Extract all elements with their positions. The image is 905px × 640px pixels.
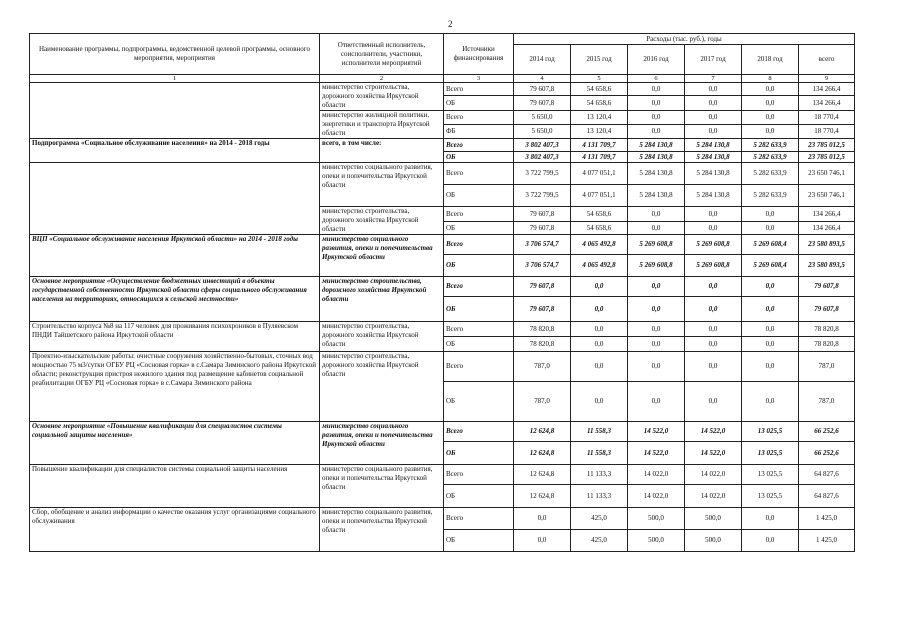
value-cell: 66 252,6	[799, 442, 855, 465]
source-cell: ОБ	[444, 255, 514, 277]
item-name-cell	[30, 163, 320, 235]
value-cell: 0,0	[685, 277, 742, 297]
value-cell: 12 624,8	[514, 422, 571, 442]
item-name-cell: Основное мероприятие «Осуществление бюджетных инвестиций в объекты государственной собственности Иркутской области сферы социального обслуживания населения на территориях, относящихся к сельской местности»	[30, 277, 320, 322]
value-cell: 0,0	[628, 83, 685, 96]
source-cell: ОБ	[444, 185, 514, 207]
value-cell: 0,0	[571, 297, 628, 322]
executor-cell: министерство строительства, дорожного хозяйства Иркутской области	[320, 277, 444, 322]
source-cell: Всего	[444, 277, 514, 297]
value-cell: 0,0	[742, 111, 799, 125]
executor-cell: министерство строительства, дорожного хозяйства Иркутской области	[320, 352, 444, 422]
source-cell: ОБ	[444, 96, 514, 111]
value-cell: 5 284 130,8	[685, 163, 742, 185]
value-cell: 23 650 746,1	[799, 163, 855, 185]
source-cell: Всего	[444, 163, 514, 185]
source-cell: Всего	[444, 465, 514, 485]
value-cell: 5 284 130,8	[628, 185, 685, 207]
value-cell: 0,0	[571, 352, 628, 382]
value-cell: 0,0	[742, 96, 799, 111]
value-cell: 5 269 608,4	[742, 255, 799, 277]
value-cell: 18 770,4	[799, 125, 855, 139]
value-cell: 5 650,0	[514, 111, 571, 125]
value-cell: 0,0	[742, 277, 799, 297]
value-cell: 500,0	[628, 508, 685, 530]
value-cell: 5 282 633,9	[742, 152, 799, 163]
value-cell: 5 284 130,8	[628, 139, 685, 152]
value-cell: 0,0	[742, 125, 799, 139]
value-cell: 3 706 574,7	[514, 235, 571, 255]
value-cell: 64 827,6	[799, 465, 855, 485]
header-year: 2017 год	[685, 45, 742, 75]
value-cell: 500,0	[685, 508, 742, 530]
value-cell: 0,0	[685, 352, 742, 382]
value-cell: 0,0	[685, 96, 742, 111]
value-cell: 78 820,8	[799, 322, 855, 337]
value-cell: 500,0	[628, 530, 685, 552]
value-cell: 0,0	[514, 530, 571, 552]
value-cell: 0,0	[628, 297, 685, 322]
value-cell: 0,0	[628, 222, 685, 235]
value-cell: 0,0	[628, 337, 685, 352]
value-cell: 0,0	[571, 382, 628, 422]
value-cell: 79 607,8	[514, 277, 571, 297]
value-cell: 0,0	[742, 352, 799, 382]
source-cell: Всего	[444, 322, 514, 337]
executor-cell: всего, в том числе:	[320, 139, 444, 163]
value-cell: 5 650,0	[514, 125, 571, 139]
source-cell: Всего	[444, 508, 514, 530]
value-cell: 4 077 051,1	[571, 185, 628, 207]
value-cell: 13 120,4	[571, 125, 628, 139]
table-row	[30, 352, 855, 382]
value-cell: 0,0	[628, 352, 685, 382]
value-cell: 13 025,5	[742, 485, 799, 508]
value-cell: 1 425,0	[799, 530, 855, 552]
value-cell: 23 785 012,5	[799, 152, 855, 163]
value-cell: 78 820,8	[514, 337, 571, 352]
value-cell: 0,0	[628, 382, 685, 422]
item-name-cell: Сбор, обобщение и анализ информации о качестве оказания услуг организациями социального обслуживания	[30, 508, 320, 552]
value-cell: 54 658,6	[571, 222, 628, 235]
value-cell: 78 820,8	[514, 322, 571, 337]
executor-cell: министерство жилищной политики, энергетики и транспорта Иркутской области	[320, 111, 444, 139]
item-name-cell: Повышение квалификации для специалистов системы социальной защиты населения	[30, 465, 320, 508]
column-number: 5	[571, 75, 628, 83]
value-cell: 0,0	[742, 83, 799, 96]
table-row	[30, 83, 855, 96]
executor-cell: министерство социального развития, опеки и попечительства Иркутской области	[320, 465, 444, 508]
header-executor: Ответственный исполнитель, соисполнители, участники, исполнители мероприятий	[320, 34, 444, 75]
value-cell: 23 580 893,5	[799, 235, 855, 255]
source-cell: Всего	[444, 422, 514, 442]
item-name-cell: Строительство корпуса №8 на 117 человек для проживания психохроников в Пуляевском ПНДИ Тайшетского района Иркутской области	[30, 322, 320, 352]
value-cell: 66 252,6	[799, 422, 855, 442]
value-cell: 5 269 608,4	[742, 235, 799, 255]
value-cell: 0,0	[514, 508, 571, 530]
value-cell: 3 722 799,5	[514, 185, 571, 207]
value-cell: 12 624,8	[514, 442, 571, 465]
table-row	[30, 508, 855, 530]
value-cell: 0,0	[685, 222, 742, 235]
value-cell: 78 820,8	[799, 337, 855, 352]
value-cell: 79 607,8	[799, 277, 855, 297]
value-cell: 0,0	[685, 111, 742, 125]
value-cell: 5 284 130,8	[685, 139, 742, 152]
value-cell: 79 607,8	[514, 222, 571, 235]
value-cell: 11 558,3	[571, 442, 628, 465]
value-cell: 0,0	[685, 207, 742, 222]
value-cell: 5 269 608,8	[628, 235, 685, 255]
item-name-cell: ВЦП «Социальное обслуживание населения Иркутской области» на 2014 - 2018 годы	[30, 235, 320, 277]
value-cell: 0,0	[685, 337, 742, 352]
column-number: 7	[685, 75, 742, 83]
source-cell: Всего	[444, 235, 514, 255]
value-cell: 79 607,8	[799, 297, 855, 322]
source-cell: ОБ	[444, 337, 514, 352]
value-cell: 14 522,0	[685, 422, 742, 442]
value-cell: 0,0	[628, 125, 685, 139]
value-cell: 11 133,3	[571, 485, 628, 508]
column-number: 9	[799, 75, 855, 83]
value-cell: 5 282 633,9	[742, 163, 799, 185]
value-cell: 23 650 746,1	[799, 185, 855, 207]
table-row	[30, 235, 855, 255]
value-cell: 0,0	[571, 322, 628, 337]
value-cell: 4 131 709,7	[571, 139, 628, 152]
executor-cell: министерство строительства, дорожного хозяйства Иркутской области	[320, 207, 444, 235]
value-cell: 14 022,0	[628, 465, 685, 485]
item-name-cell	[30, 83, 320, 139]
value-cell: 12 624,8	[514, 485, 571, 508]
value-cell: 0,0	[628, 277, 685, 297]
value-cell: 0,0	[685, 125, 742, 139]
item-name-cell: Подпрограмма «Социальное обслуживание населения» на 2014 - 2018 годы	[30, 139, 320, 163]
value-cell: 79 607,8	[514, 297, 571, 322]
value-cell: 0,0	[742, 222, 799, 235]
value-cell: 11 558,3	[571, 422, 628, 442]
value-cell: 5 284 130,8	[685, 185, 742, 207]
value-cell: 787,0	[514, 382, 571, 422]
source-cell: Всего	[444, 352, 514, 382]
value-cell: 54 658,6	[571, 207, 628, 222]
value-cell: 0,0	[628, 111, 685, 125]
value-cell: 0,0	[742, 337, 799, 352]
value-cell: 4 077 051,1	[571, 163, 628, 185]
value-cell: 1 425,0	[799, 508, 855, 530]
value-cell: 5 269 608,8	[628, 255, 685, 277]
table-row	[30, 139, 855, 152]
page-number: 2	[448, 19, 453, 29]
source-cell: Всего	[444, 111, 514, 125]
value-cell: 79 607,8	[514, 207, 571, 222]
table-row	[30, 322, 855, 337]
value-cell: 23 785 012,5	[799, 139, 855, 152]
item-name-cell: Основное мероприятие «Повышение квалификации для специалистов системы социальной защиты населения»	[30, 422, 320, 465]
column-number: 1	[30, 75, 320, 83]
source-cell: Всего	[444, 207, 514, 222]
value-cell: 64 827,6	[799, 485, 855, 508]
value-cell: 13 025,5	[742, 422, 799, 442]
executor-cell: министерство строительства, дорожного хозяйства Иркутской области	[320, 83, 444, 111]
value-cell: 14 522,0	[685, 442, 742, 465]
value-cell: 3 722 799,5	[514, 163, 571, 185]
value-cell: 18 770,4	[799, 111, 855, 125]
value-cell: 3 706 574,7	[514, 255, 571, 277]
value-cell: 12 624,8	[514, 465, 571, 485]
value-cell: 0,0	[685, 382, 742, 422]
value-cell: 14 022,0	[685, 485, 742, 508]
executor-cell: министерство социального развития, опеки и попечительства Иркутской области	[320, 163, 444, 207]
value-cell: 54 658,6	[571, 96, 628, 111]
value-cell: 0,0	[628, 322, 685, 337]
value-cell: 4 065 492,8	[571, 235, 628, 255]
value-cell: 3 802 407,3	[514, 139, 571, 152]
executor-cell: министерство социального развития, опеки и попечительства Иркутской области	[320, 508, 444, 552]
value-cell: 13 025,5	[742, 465, 799, 485]
value-cell: 0,0	[742, 508, 799, 530]
executor-cell: министерство социального развития, опеки и попечительства Иркутской области	[320, 422, 444, 465]
value-cell: 787,0	[799, 352, 855, 382]
source-cell: ОБ	[444, 297, 514, 322]
source-cell: ОБ	[444, 530, 514, 552]
executor-cell: министерство строительства, дорожного хозяйства Иркутской области	[320, 322, 444, 352]
value-cell: 425,0	[571, 508, 628, 530]
value-cell: 13 025,5	[742, 442, 799, 465]
value-cell: 14 022,0	[685, 465, 742, 485]
value-cell: 5 284 130,8	[628, 163, 685, 185]
column-number: 4	[514, 75, 571, 83]
value-cell: 13 120,4	[571, 111, 628, 125]
value-cell: 4 065 492,8	[571, 255, 628, 277]
source-cell: ФБ	[444, 125, 514, 139]
value-cell: 134 266,4	[799, 96, 855, 111]
value-cell: 0,0	[571, 277, 628, 297]
value-cell: 0,0	[742, 530, 799, 552]
value-cell: 23 580 893,5	[799, 255, 855, 277]
value-cell: 14 022,0	[628, 485, 685, 508]
value-cell: 787,0	[514, 352, 571, 382]
header-year: 2016 год	[628, 45, 685, 75]
header-expenses: Расходы (тыс. руб.), годы	[514, 34, 855, 45]
table-row	[30, 422, 855, 442]
value-cell: 4 131 709,7	[571, 152, 628, 163]
value-cell: 0,0	[742, 207, 799, 222]
value-cell: 3 802 407,3	[514, 152, 571, 163]
value-cell: 0,0	[742, 322, 799, 337]
value-cell: 5 269 608,8	[685, 235, 742, 255]
value-cell: 5 284 130,8	[685, 152, 742, 163]
value-cell: 5 282 633,9	[742, 139, 799, 152]
header-year: 2018 год	[742, 45, 799, 75]
value-cell: 14 522,0	[628, 422, 685, 442]
value-cell: 787,0	[799, 382, 855, 422]
header-year: 2014 год	[514, 45, 571, 75]
value-cell: 0,0	[742, 297, 799, 322]
source-cell: ОБ	[444, 222, 514, 235]
column-number: 6	[628, 75, 685, 83]
column-number: 2	[320, 75, 444, 83]
value-cell: 54 658,6	[571, 83, 628, 96]
value-cell: 5 282 633,9	[742, 185, 799, 207]
header-year: 2015 год	[571, 45, 628, 75]
value-cell: 79 607,8	[514, 96, 571, 111]
executor-cell: министерство социального развития, опеки и попечительства Иркутской области	[320, 235, 444, 277]
source-cell: ОБ	[444, 485, 514, 508]
value-cell: 14 522,0	[628, 442, 685, 465]
value-cell: 0,0	[628, 207, 685, 222]
column-number: 8	[742, 75, 799, 83]
value-cell: 0,0	[685, 83, 742, 96]
value-cell: 500,0	[685, 530, 742, 552]
expenditure-table	[29, 33, 855, 552]
value-cell: 5 269 608,8	[685, 255, 742, 277]
header-year: всего	[799, 45, 855, 75]
value-cell: 134 266,4	[799, 222, 855, 235]
source-cell: ОБ	[444, 382, 514, 422]
column-number: 3	[444, 75, 514, 83]
header-source: Источники финансирования	[444, 34, 514, 75]
header-name: Наименование программы, подпрограммы, ведомственной целевой программы, основного мероприятия, мероприятия	[30, 34, 320, 75]
value-cell: 0,0	[571, 337, 628, 352]
table-row	[30, 277, 855, 297]
source-cell: ОБ	[444, 442, 514, 465]
value-cell: 0,0	[685, 297, 742, 322]
source-cell: ОБ	[444, 152, 514, 163]
source-cell: Всего	[444, 139, 514, 152]
table-row	[30, 163, 855, 185]
value-cell: 79 607,8	[514, 83, 571, 96]
value-cell: 134 266,4	[799, 207, 855, 222]
value-cell: 425,0	[571, 530, 628, 552]
item-name-cell: Проектно-изыскательские работы: очистные сооружения хозяйственно-бытовых, сточных вод мощностью 75 м3/сутки ОГБУ РЦ «Сосновая горка» в с.Самара Зиминского района Иркутской области; реконструкция пристроя нежилого здания под размещение кабинетов социальной реабилитации ОГБУ РЦ «Сосновая горка» в с.Самара Зиминского района	[30, 352, 320, 422]
value-cell: 0,0	[628, 96, 685, 111]
source-cell: Всего	[444, 83, 514, 96]
value-cell: 5 284 130,8	[628, 152, 685, 163]
value-cell: 134 266,4	[799, 83, 855, 96]
value-cell: 0,0	[742, 382, 799, 422]
table-row	[30, 465, 855, 485]
value-cell: 0,0	[685, 322, 742, 337]
value-cell: 11 133,3	[571, 465, 628, 485]
